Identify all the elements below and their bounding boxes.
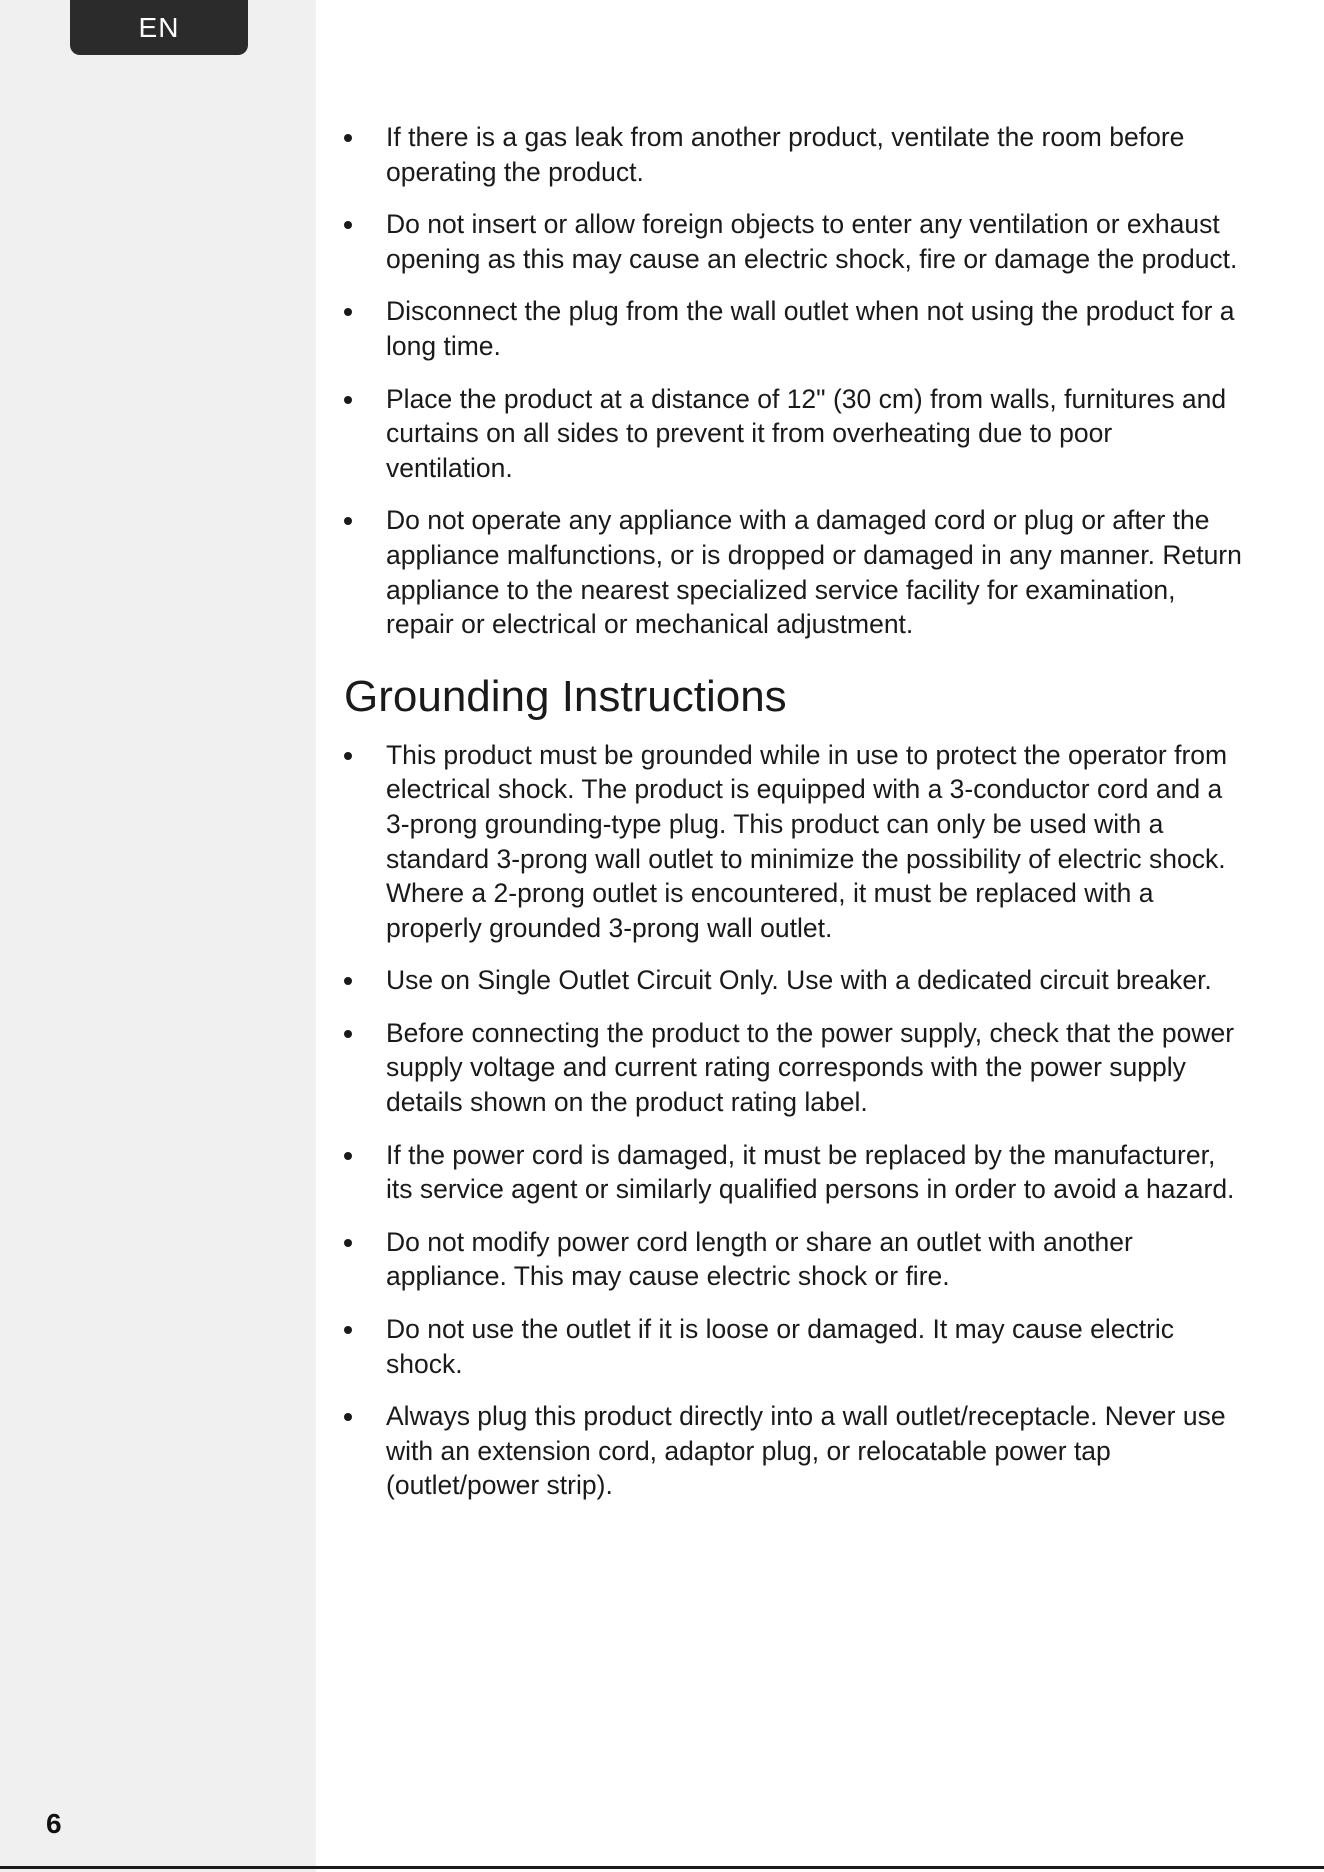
bullet-icon (344, 221, 352, 229)
page-number: 6 (46, 1808, 62, 1839)
list-item-text: Always plug this product directly into a wall outlet/receptacle. Never use with an extension cord, adaptor plug, or relocatable power tap (outlet/power strip). (386, 1401, 1226, 1501)
list-item (344, 1225, 1244, 1294)
list-item-text: Place the product at a distance of 12" (30 cm) from walls, furnitures and curtains on all sides to prevent it from overheating due to poor ventilation. (386, 383, 1227, 483)
bullet-icon (344, 1239, 352, 1247)
list-item (344, 207, 1244, 276)
list-item-text: Disconnect the plug from the wall outlet when not using the product for a long time. (386, 296, 1235, 361)
bullet-icon (344, 1326, 352, 1334)
list-item (344, 1312, 1244, 1381)
list-item-text: Do not modify power cord length or share an outlet with another appliance. This may cause electric shock or fire. (386, 1226, 1133, 1292)
list-item-text: This product must be grounded while in use to protect the operator from electrical shock. The product is equipped with a 3-conductor cord and a 3-prong grounding-type plug. This product can only be used with a standard 3-prong wall outlet to minimize the possibility of electric shock. Where a 2-prong outlet is encountered, it must be replaced with a properly grounded 3-prong wall outlet. (386, 739, 1228, 943)
bullet-icon (344, 977, 352, 985)
section-title: Grounding Instructions (344, 671, 787, 721)
bullet-icon (344, 396, 352, 404)
list-item-text: If there is a gas leak from another product, ventilate the room before operating the product. (386, 122, 1185, 187)
bullet-icon (344, 1152, 352, 1160)
page-sidebar (0, 0, 316, 1872)
bullet-icon (344, 134, 352, 142)
bottom-rule (0, 1866, 1324, 1869)
list-item (344, 382, 1244, 486)
page-content (344, 120, 1244, 1521)
list-item (344, 963, 1244, 998)
bullet-icon (344, 308, 352, 316)
list-item (344, 1016, 1244, 1120)
list-item-text: Use on Single Outlet Circuit Only. Use with a dedicated circuit breaker. (386, 965, 1212, 996)
list-item (344, 503, 1244, 641)
list-item-text: Do not operate any appliance with a damaged cord or plug or after the appliance malfunctions, or is dropped or damaged in any manner. Return appliance to the nearest specialized service facility for examination, repair or electrical or mechanical adjustment. (386, 505, 1242, 640)
bullet-icon (344, 1413, 352, 1421)
bullet-icon (344, 517, 352, 525)
bullet-icon (344, 1030, 352, 1038)
list-item-text: If the power cord is damaged, it must be replaced by the manufacturer, its service agent or similarly qualified persons in order to avoid a hazard. (386, 1139, 1235, 1205)
language-tab: EN (70, 0, 248, 55)
list-item (344, 738, 1244, 946)
list-item (344, 1399, 1244, 1503)
list-item (344, 294, 1244, 363)
grounding-list (344, 738, 1244, 1503)
list-item-text: Do not insert or allow foreign objects to enter any ventilation or exhaust opening as this may cause an electric shock, fire or damage the product. (386, 209, 1238, 274)
list-item-text: Before connecting the product to the power supply, check that the power supply voltage and current rating corresponds with the power supply details shown on the product rating label. (386, 1017, 1235, 1118)
list-item-text: Do not use the outlet if it is loose or damaged. It may cause electric shock. (386, 1314, 1175, 1379)
safety-list (344, 120, 1244, 642)
list-item (344, 1138, 1244, 1207)
bullet-icon (344, 752, 352, 760)
list-item (344, 120, 1244, 189)
